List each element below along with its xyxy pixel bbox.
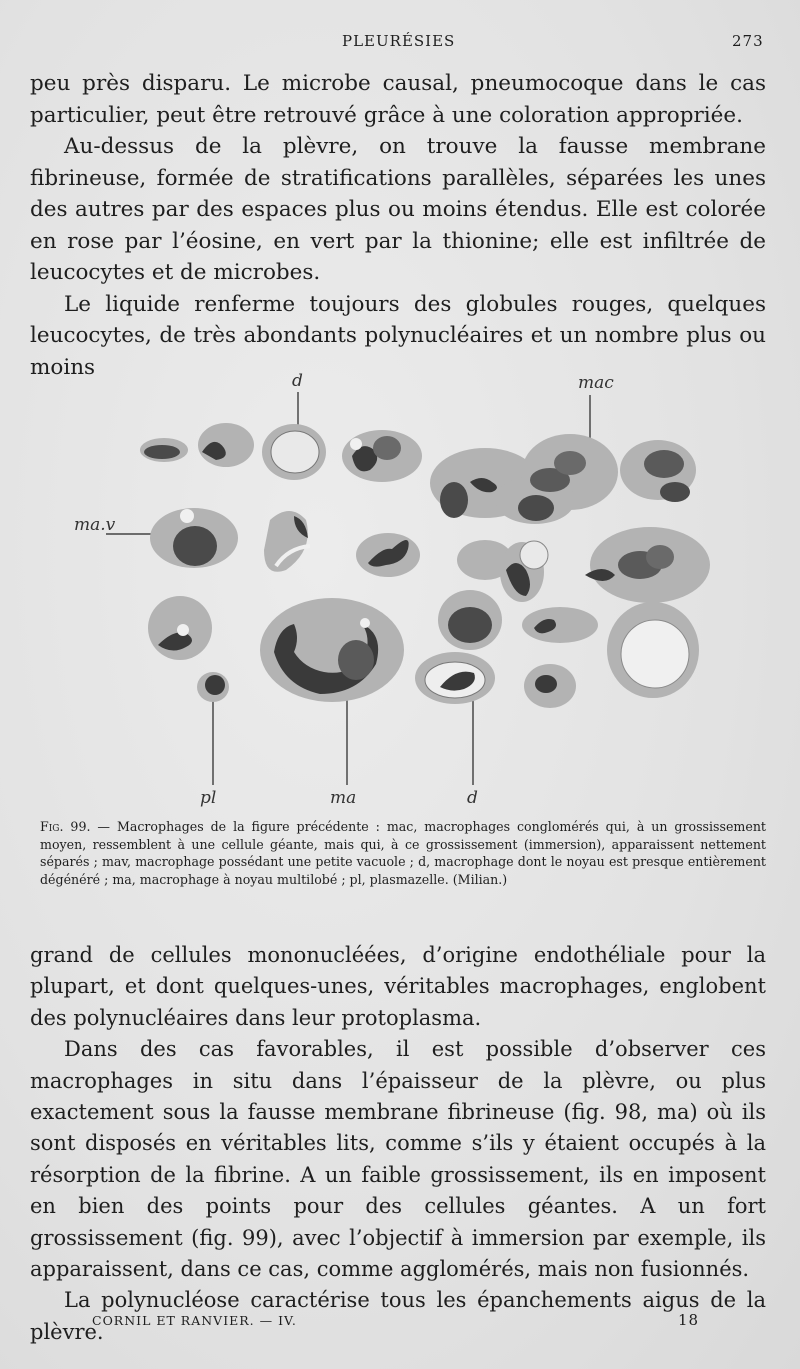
fig-label-pl: pl (200, 788, 217, 808)
footer-signature: CORNIL ET RANVIER. — IV. (92, 1313, 297, 1328)
paragraph: Le liquide renferme toujours des globules rouges, quelques leucocytes, de très abondants polynucléaires et un nombre plus ou moins (30, 291, 766, 380)
fig-label-ma: ma (330, 788, 357, 808)
paragraph: grand de cellules mononucléées, d’origine endothéliale pour la plupart, et dont quelques-unes, véritables macrophages, englobent des polynucléaires dans leur protoplasma. (30, 943, 766, 1030)
fig-label-ma-v: ma.v (74, 515, 116, 535)
page-number: 273 (732, 32, 764, 50)
paragraph: Au-dessus de la plèvre, on trouve la fausse membrane fibrineuse, formée de stratifications parallèles, séparées les unes des autres par des espaces plus ou moins étendus. Elle est colorée en rose par l’éosine, en vert par la thionine; elle est infiltrée de leucocytes et de microbes. (30, 134, 766, 285)
figure-99-illustration (30, 360, 770, 810)
fig-label-d-top: d (292, 371, 303, 391)
fig-label-d-bottom: d (467, 788, 478, 808)
caption-label: Fig. 99. (40, 819, 91, 834)
body-text-bottom (30, 940, 766, 1348)
paragraph: Dans des cas favorables, il est possible d’observer ces macrophages in situ dans l’épaisseur de la plèvre, ou plus exactement sous la fausse membrane fibrineuse (fig. 98, ma) où ils sont disposés en véritables lits, comme s’ils y étaient occupés à la résorption de la fibrine. A un faible grossissement, ils en imposent en bien des points pour des cellules géantes. A un fort grossissement (fig. 99), avec l’objectif à immersion par exemple, ils apparaissent, dans ce cas, comme agglomérés, mais non fusionnés. (30, 1037, 766, 1282)
paragraph: peu près disparu. Le microbe causal, pneumocoque dans le cas particulier, peut être retrouvé grâce à une coloration appropriée. (30, 71, 766, 128)
cell-group-row2 (150, 508, 710, 603)
running-title: PLEURÉSIES (342, 32, 456, 50)
signature-mark: 18 (678, 1311, 700, 1329)
page-header (0, 32, 800, 54)
body-text-top (30, 68, 766, 383)
cell-group-row1 (140, 423, 422, 482)
caption-text: — Macrophages de la figure précédente : mac, macrophages conglomérés qui, à un grossissement moyen, ressemblent à une cellule géante, mais qui, à ce grossissement (immersion), apparaissent nettement séparés ; mav, macrophage possédant une petite vacuole ; d, macrophage dont le noyau est presque entièrement dégénéré ; ma, macrophage à noyau multilobé ; pl, plasmazelle. (Milian.) (40, 819, 766, 887)
page-footer (0, 1313, 800, 1333)
cell-group-mac (430, 434, 696, 524)
paragraph: La polynucléose caractérise tous les épanchements aigus de la plèvre. (30, 1288, 766, 1344)
figure-caption (40, 818, 766, 888)
fig-label-mac: mac (578, 373, 614, 393)
